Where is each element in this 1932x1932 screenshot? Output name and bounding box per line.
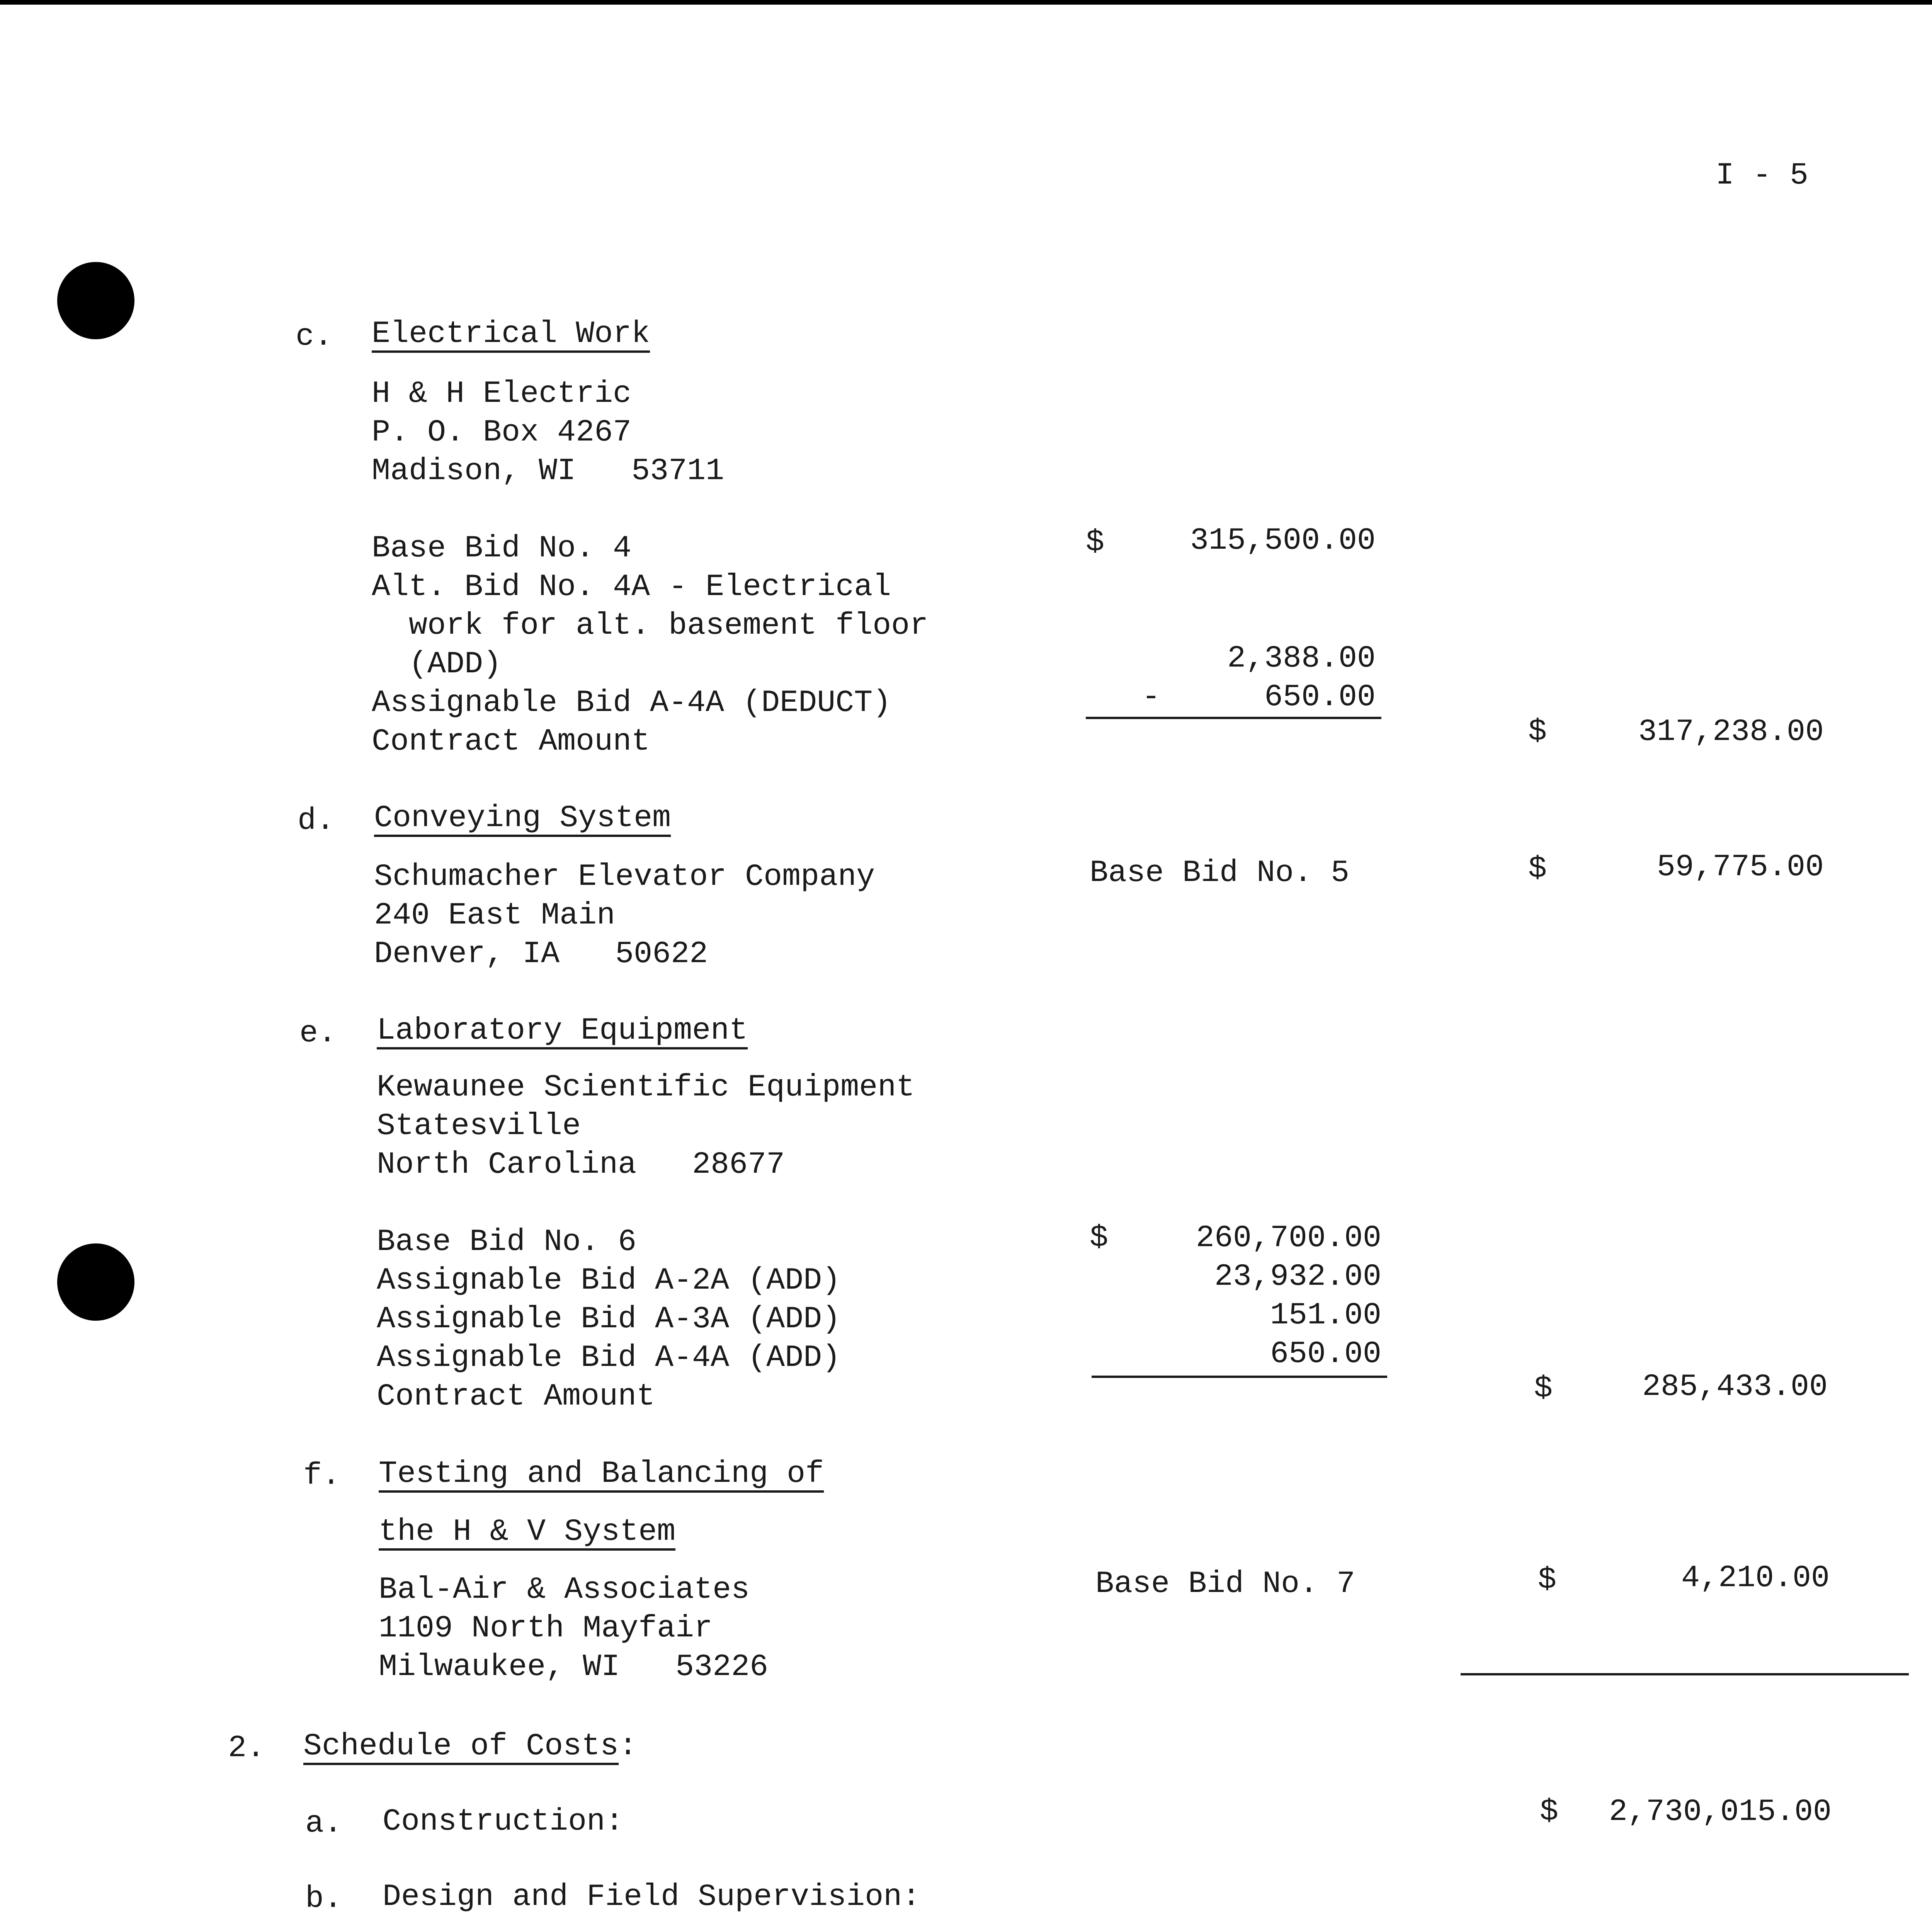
section-f-address-2: 1109 North Mayfair xyxy=(379,1611,713,1646)
section-c-bid-1-amount: 315,500.00 xyxy=(1190,523,1376,558)
top-border xyxy=(0,0,1932,5)
section-c-contract-label: Contract Amount xyxy=(372,724,650,759)
section-e-bid-2-amount: 23,932.00 xyxy=(1214,1259,1381,1294)
section-c-address-1: H & H Electric xyxy=(372,376,632,412)
section-c-address-3: Madison, WI 53711 xyxy=(372,454,724,489)
section-d-address-1: Schumacher Elevator Company xyxy=(374,859,875,895)
section-d-letter: d. xyxy=(298,803,335,838)
section-c-total-currency: $ xyxy=(1528,714,1547,750)
section-c-subtotal-rule xyxy=(1086,717,1381,719)
punch-hole-middle xyxy=(57,1243,134,1321)
section-d-address-3: Denver, IA 50622 xyxy=(374,937,708,972)
section-e-letter: e. xyxy=(299,1016,337,1051)
section-c-letter: c. xyxy=(296,319,333,354)
construction-currency: $ xyxy=(1540,1794,1559,1830)
construction-letter: a. xyxy=(305,1806,343,1841)
section-e-total-currency: $ xyxy=(1534,1371,1553,1406)
section-c-bid-1-label: Base Bid No. 4 xyxy=(372,531,632,566)
section-c-bid-3-sign: - xyxy=(1142,680,1161,715)
section-e-bid-1-currency: $ xyxy=(1090,1221,1109,1256)
section-d-title: Conveying System xyxy=(374,801,671,836)
section-e-bid-1-label: Base Bid No. 6 xyxy=(377,1225,637,1260)
section-e-title: Laboratory Equipment xyxy=(377,1013,748,1048)
section-e-subtotal-rule xyxy=(1092,1376,1387,1378)
section-e-bid-3-label: Assignable Bid A-3A (ADD) xyxy=(377,1302,841,1337)
section-e-bid-2-label: Assignable Bid A-2A (ADD) xyxy=(377,1263,841,1298)
section-d-total-currency: $ xyxy=(1528,852,1547,887)
section-f-letter: f. xyxy=(303,1458,341,1493)
section-e-contract-label: Contract Amount xyxy=(377,1379,655,1414)
section-c-address-2: P. O. Box 4267 xyxy=(372,415,632,450)
schedule-number: 2. xyxy=(228,1731,265,1766)
schedule-title-text: Schedule of Costs xyxy=(303,1729,619,1764)
section-e-bid-3-amount: 151.00 xyxy=(1270,1298,1381,1333)
section-f-title-line-1: Testing and Balancing of xyxy=(379,1456,824,1492)
schedule-title: Schedule of Costs: xyxy=(303,1729,638,1764)
section-c-bid-2-label: Alt. Bid No. 4A - Electrical xyxy=(372,570,891,605)
section-e-address-2: Statesville xyxy=(377,1109,581,1144)
section-f-total: 4,210.00 xyxy=(1681,1561,1830,1596)
section-e-total: 285,433.00 xyxy=(1642,1369,1828,1405)
section-c-bid-1-currency: $ xyxy=(1086,525,1105,560)
section-c-title: Electrical Work xyxy=(372,316,650,352)
section-e-address-1: Kewaunee Scientific Equipment xyxy=(377,1070,915,1105)
construction-label: Construction: xyxy=(383,1804,624,1839)
section-f-bid-label: Base Bid No. 7 xyxy=(1095,1566,1355,1602)
section-c-bid-3-amount: 650.00 xyxy=(1264,680,1376,715)
section-c-bid-2-label-2: work for alt. basement floor xyxy=(372,608,929,643)
section-f-address-3: Milwaukee, WI 53226 xyxy=(379,1650,769,1685)
section-d-total: 59,775.00 xyxy=(1656,850,1824,885)
design-label: Design and Field Supervision: xyxy=(383,1879,921,1915)
section-f-title-line-2: the H & V System xyxy=(379,1514,676,1549)
section-f-address-1: Bal-Air & Associates xyxy=(379,1572,750,1607)
design-letter: b. xyxy=(305,1881,343,1917)
section-d-address-2: 240 East Main xyxy=(374,898,616,933)
contracts-total-rule xyxy=(1461,1673,1909,1675)
section-c-total: 317,238.00 xyxy=(1638,714,1824,750)
punch-hole-top xyxy=(57,262,134,339)
section-e-bid-4-label: Assignable Bid A-4A (ADD) xyxy=(377,1340,841,1376)
section-c-bid-2-amount: 2,388.00 xyxy=(1227,641,1376,676)
section-c-bid-2-label-3: (ADD) xyxy=(372,647,502,682)
section-e-bid-4-amount: 650.00 xyxy=(1270,1337,1381,1372)
section-c-bid-3-label: Assignable Bid A-4A (DEDUCT) xyxy=(372,685,891,721)
construction-amount: 2,730,015.00 xyxy=(1609,1794,1832,1830)
section-e-bid-1-amount: 260,700.00 xyxy=(1196,1221,1381,1256)
section-d-bid-label: Base Bid No. 5 xyxy=(1090,855,1350,891)
section-e-address-3: North Carolina 28677 xyxy=(377,1147,785,1182)
page-number: I - 5 xyxy=(1716,158,1809,193)
section-f-total-currency: $ xyxy=(1538,1563,1557,1598)
